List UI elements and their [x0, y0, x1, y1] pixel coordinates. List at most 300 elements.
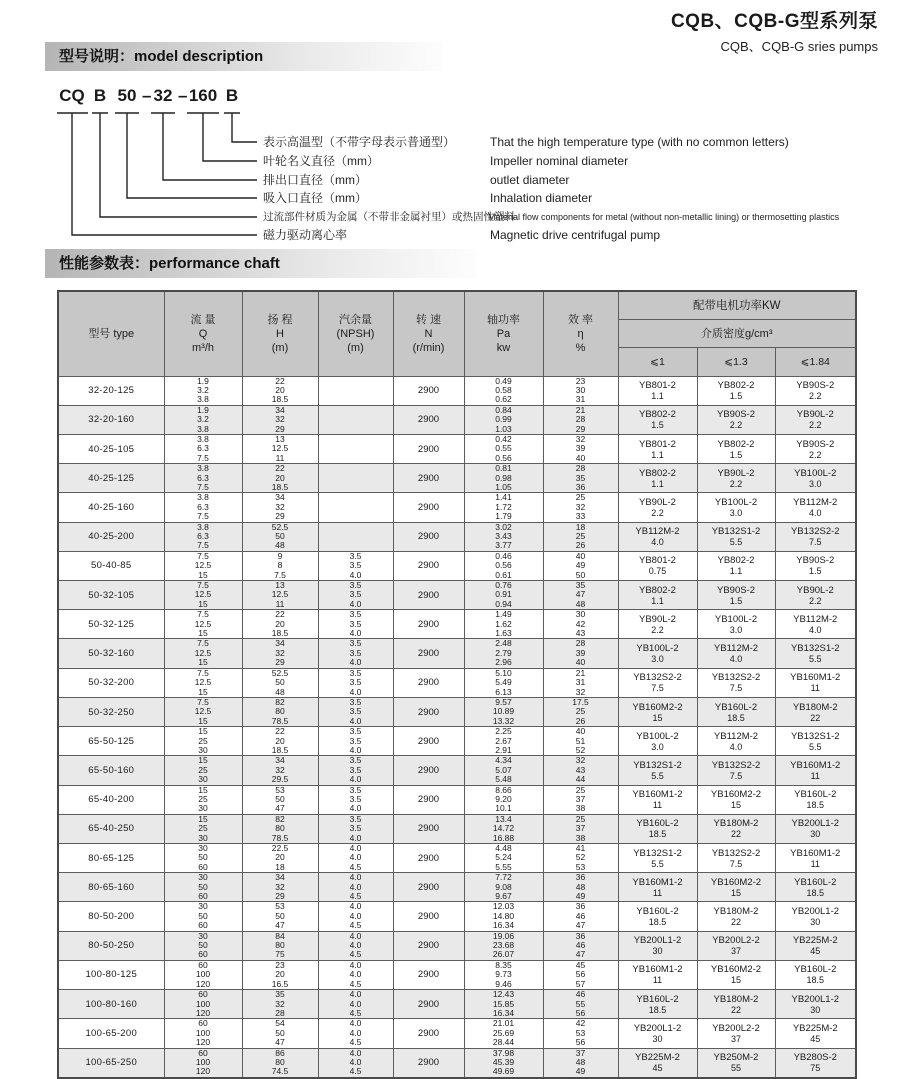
cell-shaft-power: 8.35 9.73 9.46 [464, 960, 543, 989]
cell-head: 13 12.5 11 [242, 434, 318, 463]
cell-motor-le1: YB802-2 1.5 [618, 405, 697, 434]
cell-speed: 2900 [393, 493, 464, 522]
cell-npsh: 3.5 3.5 4.0 [318, 610, 393, 639]
cell-npsh: 3.5 3.5 4.0 [318, 756, 393, 785]
cell-flow: 1.9 3.2 3.8 [164, 376, 242, 405]
cell-npsh: 4.0 4.0 4.5 [318, 844, 393, 873]
table-row [58, 931, 856, 960]
cell-shaft-power: 13.4 14.72 16.88 [464, 814, 543, 843]
performance-table-header [58, 291, 856, 376]
cell-motor-le13: YB160L-2 18.5 [697, 697, 775, 726]
cell-shaft-power: 37.98 45.39 49.69 [464, 1048, 543, 1078]
diagram-label-zh-impeller: 叶轮名义直径（mm） [263, 154, 379, 168]
cell-shaft-power: 4.34 5.07 5.48 [464, 756, 543, 785]
cell-motor-le13: YB802-2 1.5 [697, 376, 775, 405]
cell-shaft-power: 12.43 15.85 16.34 [464, 990, 543, 1019]
diagram-label-zh-inlet: 吸入口直径（mm） [263, 191, 367, 205]
cell-motor-le13: YB180M-2 22 [697, 902, 775, 931]
table-row [58, 464, 856, 493]
cell-head: 34 32 29 [242, 493, 318, 522]
cell-motor-le1: YB802-2 1.1 [618, 581, 697, 610]
table-row [58, 551, 856, 580]
table-row [58, 434, 856, 463]
model-code-connector-lines [57, 107, 267, 242]
cell-npsh: 4.0 4.0 4.5 [318, 902, 393, 931]
cell-head: 52.5 50 48 [242, 522, 318, 551]
cell-shaft-power: 0.42 0.55 0.56 [464, 434, 543, 463]
header-shaft-power: 轴功率 Pa kw [464, 291, 543, 376]
page-header [671, 6, 878, 55]
cell-flow: 7.5 12.5 15 [164, 610, 242, 639]
cell-motor-le184: YB90S-2 2.2 [775, 434, 856, 463]
cell-flow: 60 100 120 [164, 960, 242, 989]
diagram-label-en-high-temp: That the high temperature type (with no common letters) [490, 135, 789, 149]
cell-motor-le13: YB200L2-2 37 [697, 931, 775, 960]
cell-flow: 60 100 120 [164, 1048, 242, 1078]
cell-flow: 7.5 12.5 15 [164, 551, 242, 580]
cell-speed: 2900 [393, 522, 464, 551]
cell-shaft-power: 8.66 9.20 10.1 [464, 785, 543, 814]
cell-head: 23 20 16.5 [242, 960, 318, 989]
cell-npsh: 3.5 3.5 4.0 [318, 639, 393, 668]
cell-efficiency: 17.5 25 26 [543, 697, 618, 726]
cell-npsh: 4.0 4.0 4.5 [318, 960, 393, 989]
section-header-performance: 性能参数表：performance chaft [45, 249, 477, 278]
cell-shaft-power: 0.81 0.98 1.05 [464, 464, 543, 493]
cell-model-type: 100-65-250 [58, 1048, 164, 1078]
cell-speed: 2900 [393, 376, 464, 405]
cell-efficiency: 36 48 49 [543, 873, 618, 902]
table-row [58, 990, 856, 1019]
cell-flow: 3.8 6.3 7.5 [164, 493, 242, 522]
diagram-label-zh-material: 过流部件材质为金属（不带非金属衬里）或热固性塑料 [263, 211, 515, 223]
cell-head: 34 32 29 [242, 405, 318, 434]
diagram-label-en-inlet: Inhalation diameter [490, 191, 593, 205]
cell-motor-le1: YB160L-2 18.5 [618, 990, 697, 1019]
table-row [58, 1019, 856, 1048]
cell-head: 22 20 18.5 [242, 727, 318, 756]
cell-motor-le13: YB132S2-2 7.5 [697, 668, 775, 697]
cell-model-type: 100-80-125 [58, 960, 164, 989]
cell-motor-le1: YB100L-2 3.0 [618, 727, 697, 756]
cell-motor-le1: YB801-2 1.1 [618, 376, 697, 405]
cell-head: 22.5 20 18 [242, 844, 318, 873]
cell-efficiency: 21 31 32 [543, 668, 618, 697]
cell-motor-le13: YB802-2 1.5 [697, 434, 775, 463]
cell-motor-le184: YB160L-2 18.5 [775, 873, 856, 902]
cell-head: 82 80 78.5 [242, 697, 318, 726]
cell-model-type: 100-80-160 [58, 990, 164, 1019]
cell-model-type: 50-32-160 [58, 639, 164, 668]
header-density: 介质密度g/cm³ [618, 319, 856, 347]
table-row [58, 697, 856, 726]
table-row [58, 581, 856, 610]
cell-shaft-power: 4.48 5.24 5.55 [464, 844, 543, 873]
cell-speed: 2900 [393, 668, 464, 697]
table-row [58, 522, 856, 551]
cell-motor-le1: YB90L-2 2.2 [618, 610, 697, 639]
cell-motor-le13: YB180M-2 22 [697, 814, 775, 843]
cell-shaft-power: 3.02 3.43 3.77 [464, 522, 543, 551]
cell-model-type: 50-32-105 [58, 581, 164, 610]
cell-efficiency: 18 25 26 [543, 522, 618, 551]
cell-shaft-power: 0.46 0.56 0.61 [464, 551, 543, 580]
cell-model-type: 65-40-250 [58, 814, 164, 843]
cell-motor-le13: YB112M-2 4.0 [697, 727, 775, 756]
cell-speed: 2900 [393, 405, 464, 434]
cell-speed: 2900 [393, 581, 464, 610]
cell-motor-le184: YB112M-2 4.0 [775, 493, 856, 522]
cell-speed: 2900 [393, 756, 464, 785]
cell-head: 22 20 18.5 [242, 464, 318, 493]
cell-model-type: 80-65-160 [58, 873, 164, 902]
cell-head: 34 32 29.5 [242, 756, 318, 785]
cell-speed: 2900 [393, 727, 464, 756]
model-code-cq: CQ [59, 86, 85, 105]
model-code-50: 50 [117, 86, 137, 105]
cell-head: 52.5 50 48 [242, 668, 318, 697]
cell-speed: 2900 [393, 814, 464, 843]
model-code-b2: B [225, 86, 239, 105]
cell-flow: 30 50 60 [164, 931, 242, 960]
cell-motor-le184: YB132S1-2 5.5 [775, 639, 856, 668]
cell-flow: 7.5 12.5 15 [164, 697, 242, 726]
table-row [58, 376, 856, 405]
cell-flow: 60 100 120 [164, 990, 242, 1019]
cell-motor-le13: YB180M-2 22 [697, 990, 775, 1019]
table-row [58, 756, 856, 785]
cell-speed: 2900 [393, 902, 464, 931]
cell-head: 54 50 47 [242, 1019, 318, 1048]
cell-head: 53 50 47 [242, 902, 318, 931]
cell-motor-le1: YB100L-2 3.0 [618, 639, 697, 668]
cell-npsh: 4.0 4.0 4.5 [318, 1019, 393, 1048]
cell-head: 82 80 78.5 [242, 814, 318, 843]
cell-speed: 2900 [393, 990, 464, 1019]
cell-motor-le184: YB180M-2 22 [775, 697, 856, 726]
diagram-label-zh-outlet: 排出口直径（mm） [263, 173, 367, 187]
header-flow: 流 量 Q m³/h [164, 291, 242, 376]
cell-motor-le184: YB132S1-2 5.5 [775, 727, 856, 756]
cell-model-type: 50-40-85 [58, 551, 164, 580]
cell-motor-le184: YB112M-2 4.0 [775, 610, 856, 639]
cell-motor-le13: YB100L-2 3.0 [697, 493, 775, 522]
cell-shaft-power: 21.01 25.69 28.44 [464, 1019, 543, 1048]
model-code-b1: B [93, 86, 107, 105]
cell-head: 53 50 47 [242, 785, 318, 814]
header-type: 型号 type [58, 291, 164, 376]
cell-motor-le13: YB90S-2 2.2 [697, 405, 775, 434]
cell-efficiency: 21 28 29 [543, 405, 618, 434]
cell-model-type: 65-50-125 [58, 727, 164, 756]
cell-model-type: 40-25-105 [58, 434, 164, 463]
cell-motor-le13: YB112M-2 4.0 [697, 639, 775, 668]
table-row [58, 873, 856, 902]
cell-flow: 7.5 12.5 15 [164, 639, 242, 668]
cell-motor-le184: YB90S-2 2.2 [775, 376, 856, 405]
cell-npsh: 3.5 3.5 4.0 [318, 785, 393, 814]
cell-motor-le13: YB160M2-2 15 [697, 785, 775, 814]
cell-npsh: 3.5 3.5 4.0 [318, 727, 393, 756]
cell-motor-le184: YB225M-2 45 [775, 931, 856, 960]
header-density-le1: ⩽1 [618, 347, 697, 376]
cell-motor-le13: YB132S2-2 7.5 [697, 844, 775, 873]
cell-efficiency: 42 53 56 [543, 1019, 618, 1048]
cell-npsh: 4.0 4.0 4.5 [318, 873, 393, 902]
cell-flow: 15 25 30 [164, 727, 242, 756]
cell-efficiency: 23 30 31 [543, 376, 618, 405]
cell-motor-le1: YB132S1-2 5.5 [618, 844, 697, 873]
cell-efficiency: 40 51 52 [543, 727, 618, 756]
header-motor-group: 配带电机功率KW [618, 291, 856, 319]
cell-model-type: 32-20-125 [58, 376, 164, 405]
cell-model-type: 65-40-200 [58, 785, 164, 814]
cell-npsh: 3.5 3.5 4.0 [318, 551, 393, 580]
cell-speed: 2900 [393, 697, 464, 726]
cell-flow: 1.9 3.2 3.8 [164, 405, 242, 434]
cell-npsh [318, 405, 393, 434]
cell-motor-le1: YB802-2 1.1 [618, 464, 697, 493]
cell-efficiency: 25 37 38 [543, 785, 618, 814]
cell-npsh: 3.5 3.5 4.0 [318, 697, 393, 726]
header-head: 扬 程 H (m) [242, 291, 318, 376]
cell-npsh: 4.0 4.0 4.5 [318, 1048, 393, 1078]
diagram-label-zh-high-temp: 表示高温型（不带字母表示普通型） [263, 135, 456, 149]
cell-motor-le13: YB100L-2 3.0 [697, 610, 775, 639]
cell-speed: 2900 [393, 610, 464, 639]
performance-table [57, 290, 857, 1079]
table-row [58, 610, 856, 639]
cell-npsh [318, 434, 393, 463]
cell-motor-le1: YB160M1-2 11 [618, 960, 697, 989]
cell-model-type: 80-65-125 [58, 844, 164, 873]
cell-motor-le1: YB132S1-2 5.5 [618, 756, 697, 785]
cell-motor-le184: YB90L-2 2.2 [775, 405, 856, 434]
cell-motor-le13: YB802-2 1.1 [697, 551, 775, 580]
diagram-label-en-magnetic: Magnetic drive centrifugal pump [490, 228, 661, 242]
cell-npsh [318, 493, 393, 522]
cell-npsh [318, 376, 393, 405]
cell-head: 84 80 75 [242, 931, 318, 960]
cell-motor-le184: YB160L-2 18.5 [775, 960, 856, 989]
table-row [58, 844, 856, 873]
cell-flow: 3.8 6.3 7.5 [164, 522, 242, 551]
cell-motor-le184: YB160L-2 18.5 [775, 785, 856, 814]
header-density-le13: ⩽1.3 [697, 347, 775, 376]
cell-efficiency: 30 42 43 [543, 610, 618, 639]
cell-motor-le184: YB132S2-2 7.5 [775, 522, 856, 551]
cell-motor-le1: YB160L-2 18.5 [618, 902, 697, 931]
header-speed: 转 速 N (r/min) [393, 291, 464, 376]
cell-model-type: 80-50-200 [58, 902, 164, 931]
table-row [58, 639, 856, 668]
page-subtitle: CQB、CQB-G sries pumps [720, 39, 878, 54]
cell-model-type: 50-32-125 [58, 610, 164, 639]
cell-motor-le1: YB801-2 0.75 [618, 551, 697, 580]
cell-shaft-power: 0.84 0.99 1.03 [464, 405, 543, 434]
cell-motor-le184: YB160M1-2 11 [775, 756, 856, 785]
cell-head: 22 20 18.5 [242, 610, 318, 639]
cell-motor-le1: YB112M-2 4.0 [618, 522, 697, 551]
cell-efficiency: 37 48 49 [543, 1048, 618, 1078]
cell-motor-le1: YB801-2 1.1 [618, 434, 697, 463]
cell-flow: 7.5 12.5 15 [164, 668, 242, 697]
cell-model-type: 40-25-160 [58, 493, 164, 522]
cell-shaft-power: 1.49 1.62 1.63 [464, 610, 543, 639]
cell-efficiency: 36 46 47 [543, 902, 618, 931]
cell-npsh: 3.5 3.5 4.0 [318, 668, 393, 697]
cell-motor-le184: YB160M1-2 11 [775, 668, 856, 697]
cell-head: 13 12.5 11 [242, 581, 318, 610]
cell-motor-le184: YB90L-2 2.2 [775, 581, 856, 610]
cell-flow: 60 100 120 [164, 1019, 242, 1048]
cell-speed: 2900 [393, 873, 464, 902]
cell-flow: 3.8 6.3 7.5 [164, 464, 242, 493]
model-code-dash2: – [178, 86, 188, 105]
cell-speed: 2900 [393, 434, 464, 463]
cell-npsh: 4.0 4.0 4.5 [318, 990, 393, 1019]
cell-shaft-power: 12.03 14.80 16.34 [464, 902, 543, 931]
cell-speed: 2900 [393, 551, 464, 580]
cell-model-type: 80-50-250 [58, 931, 164, 960]
cell-head: 86 80 74.5 [242, 1048, 318, 1078]
cell-model-type: 100-65-200 [58, 1019, 164, 1048]
performance-table-body [58, 376, 856, 1078]
cell-flow: 7.5 12.5 15 [164, 581, 242, 610]
cell-shaft-power: 19.06 23.68 26.07 [464, 931, 543, 960]
cell-flow: 30 50 60 [164, 902, 242, 931]
cell-efficiency: 32 43 44 [543, 756, 618, 785]
cell-motor-le184: YB200L1-2 30 [775, 814, 856, 843]
cell-flow: 15 25 30 [164, 785, 242, 814]
diagram-label-en-material: Material flow components for metal (without non-metallic lining) or thermosetting plastics [488, 212, 840, 222]
cell-motor-le1: YB132S2-2 7.5 [618, 668, 697, 697]
cell-speed: 2900 [393, 785, 464, 814]
cell-motor-le1: YB90L-2 2.2 [618, 493, 697, 522]
cell-motor-le1: YB200L1-2 30 [618, 931, 697, 960]
cell-speed: 2900 [393, 931, 464, 960]
cell-head: 34 32 29 [242, 873, 318, 902]
header-density-le184: ⩽1.84 [775, 347, 856, 376]
cell-motor-le13: YB132S1-2 5.5 [697, 522, 775, 551]
cell-shaft-power: 1.41 1.72 1.79 [464, 493, 543, 522]
cell-shaft-power: 7.72 9.08 9.67 [464, 873, 543, 902]
table-row [58, 405, 856, 434]
cell-motor-le184: YB200L1-2 30 [775, 990, 856, 1019]
cell-npsh: 4.0 4.0 4.5 [318, 931, 393, 960]
cell-motor-le13: YB200L2-2 37 [697, 1019, 775, 1048]
cell-efficiency: 28 39 40 [543, 639, 618, 668]
cell-motor-le1: YB225M-2 45 [618, 1048, 697, 1078]
table-row [58, 727, 856, 756]
cell-head: 34 32 29 [242, 639, 318, 668]
cell-motor-le1: YB160M1-2 11 [618, 785, 697, 814]
header-efficiency: 效 率 η % [543, 291, 618, 376]
cell-motor-le184: YB225M-2 45 [775, 1019, 856, 1048]
cell-npsh: 3.5 3.5 4.0 [318, 814, 393, 843]
table-row [58, 668, 856, 697]
cell-model-type: 40-25-125 [58, 464, 164, 493]
cell-efficiency: 46 55 56 [543, 990, 618, 1019]
cell-motor-le13: YB90S-2 1.5 [697, 581, 775, 610]
cell-head: 9 8 7.5 [242, 551, 318, 580]
table-row [58, 902, 856, 931]
cell-motor-le184: YB90S-2 1.5 [775, 551, 856, 580]
cell-shaft-power: 9.57 10.89 13.32 [464, 697, 543, 726]
cell-model-type: 50-32-200 [58, 668, 164, 697]
cell-efficiency: 35 47 48 [543, 581, 618, 610]
cell-motor-le13: YB250M-2 55 [697, 1048, 775, 1078]
cell-efficiency: 36 46 47 [543, 931, 618, 960]
cell-speed: 2900 [393, 844, 464, 873]
cell-efficiency: 40 49 50 [543, 551, 618, 580]
table-row [58, 814, 856, 843]
cell-efficiency: 32 39 40 [543, 434, 618, 463]
cell-efficiency: 25 32 33 [543, 493, 618, 522]
cell-motor-le1: YB160L-2 18.5 [618, 814, 697, 843]
cell-motor-le13: YB160M2-2 15 [697, 873, 775, 902]
cell-speed: 2900 [393, 464, 464, 493]
cell-npsh: 3.5 3.5 4.0 [318, 581, 393, 610]
cell-motor-le184: YB280S-2 75 [775, 1048, 856, 1078]
cell-shaft-power: 2.25 2.67 2.91 [464, 727, 543, 756]
cell-flow: 15 25 30 [164, 814, 242, 843]
cell-model-type: 32-20-160 [58, 405, 164, 434]
section-header-model-description: 型号说明：model description [45, 42, 443, 71]
cell-shaft-power: 0.49 0.58 0.62 [464, 376, 543, 405]
cell-motor-le184: YB100L-2 3.0 [775, 464, 856, 493]
cell-flow: 30 50 60 [164, 844, 242, 873]
cell-efficiency: 41 52 53 [543, 844, 618, 873]
cell-motor-le1: YB160M1-2 11 [618, 873, 697, 902]
cell-motor-le1: YB200L1-2 30 [618, 1019, 697, 1048]
cell-flow: 15 25 30 [164, 756, 242, 785]
cell-motor-le13: YB90L-2 2.2 [697, 464, 775, 493]
cell-efficiency: 28 35 36 [543, 464, 618, 493]
cell-shaft-power: 0.76 0.91 0.94 [464, 581, 543, 610]
cell-head: 22 20 18.5 [242, 376, 318, 405]
cell-motor-le13: YB160M2-2 15 [697, 960, 775, 989]
cell-speed: 2900 [393, 1048, 464, 1078]
cell-shaft-power: 5.10 5.49 6.13 [464, 668, 543, 697]
cell-model-type: 65-50-160 [58, 756, 164, 785]
page-title: CQB、CQB-G型系列泵 [670, 11, 878, 32]
cell-efficiency: 25 37 38 [543, 814, 618, 843]
table-row [58, 493, 856, 522]
cell-motor-le13: YB132S2-2 7.5 [697, 756, 775, 785]
table-row [58, 785, 856, 814]
diagram-label-en-impeller: Impeller nominal diameter [490, 154, 629, 168]
cell-speed: 2900 [393, 1019, 464, 1048]
header-npsh: 汽余量 (NPSH) (m) [318, 291, 393, 376]
cell-npsh [318, 464, 393, 493]
diagram-label-zh-magnetic: 磁力驱动离心率 [263, 228, 348, 242]
model-code-32: 32 [153, 86, 173, 105]
cell-model-type: 50-32-250 [58, 697, 164, 726]
cell-efficiency: 45 56 57 [543, 960, 618, 989]
table-row [58, 960, 856, 989]
cell-head: 35 32 28 [242, 990, 318, 1019]
model-code-dash1: – [142, 86, 152, 105]
diagram-label-en-outlet: outlet diameter [490, 173, 570, 187]
cell-motor-le184: YB160M1-2 11 [775, 844, 856, 873]
model-code-160: 160 [188, 86, 218, 105]
cell-motor-le184: YB200L1-2 30 [775, 902, 856, 931]
cell-flow: 3.8 6.3 7.5 [164, 434, 242, 463]
cell-model-type: 40-25-200 [58, 522, 164, 551]
cell-motor-le1: YB160M2-2 15 [618, 697, 697, 726]
cell-speed: 2900 [393, 960, 464, 989]
